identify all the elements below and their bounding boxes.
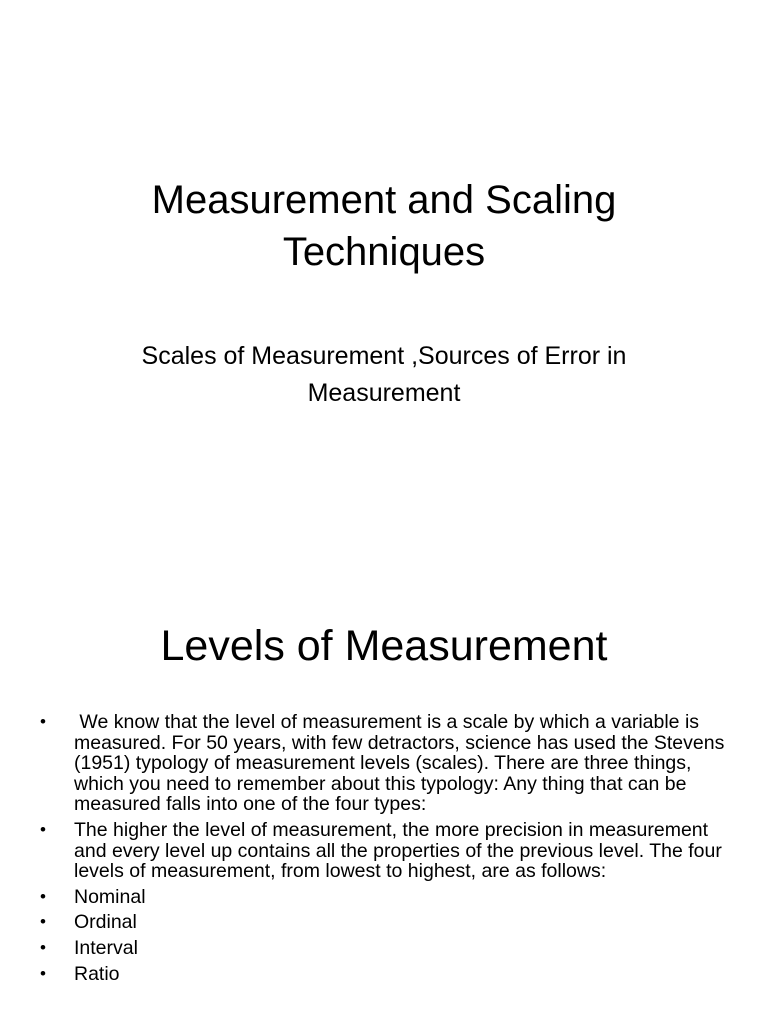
title-line-1: Measurement and Scaling (151, 178, 617, 222)
bullet-item (40, 964, 740, 985)
bullet-icon: • (40, 819, 46, 839)
bullet-item (40, 938, 740, 959)
subtitle-line-2: Measurement (307, 379, 461, 407)
bullet-item (40, 912, 740, 933)
bullet-list (40, 712, 740, 989)
bullet-icon: • (40, 712, 46, 731)
bullet-item (40, 887, 740, 908)
bullet-item (40, 820, 740, 882)
bullet-text: Ordinal (74, 911, 137, 934)
bullet-text: The higher the level of measurement, the more precision in measurement and every level up contains all the properties of the previous level. The four levels of measurement, from lowest to highest, are as follows: (74, 818, 722, 883)
subtitle-line-1: Scales of Measurement ,Sources of Error in (141, 342, 627, 370)
bullet-item (40, 712, 740, 815)
slide-title: Levels of Measurement (160, 622, 608, 670)
bullet-text: Nominal (74, 885, 146, 908)
title-line-2: Techniques (282, 230, 486, 274)
presentation-subtitle (60, 338, 708, 412)
bullet-text: Interval (74, 936, 138, 959)
bullet-text: Ratio (74, 962, 120, 985)
bullet-icon: • (40, 937, 46, 957)
presentation-title (0, 174, 768, 278)
slide-levels-of-measurement (0, 576, 768, 1024)
bullet-text: We know that the level of measurement is a scale by which a variable is measured. For 50 years, with few detractors, science has used the Stevens (1951) typology of measurement levels (scales). There are three things, which you need to remember about this typology: Any thing that can be measured falls into one of the four types: (74, 711, 730, 816)
bullet-icon: • (40, 912, 46, 932)
bullet-icon: • (40, 886, 46, 906)
bullet-icon: • (40, 963, 46, 983)
